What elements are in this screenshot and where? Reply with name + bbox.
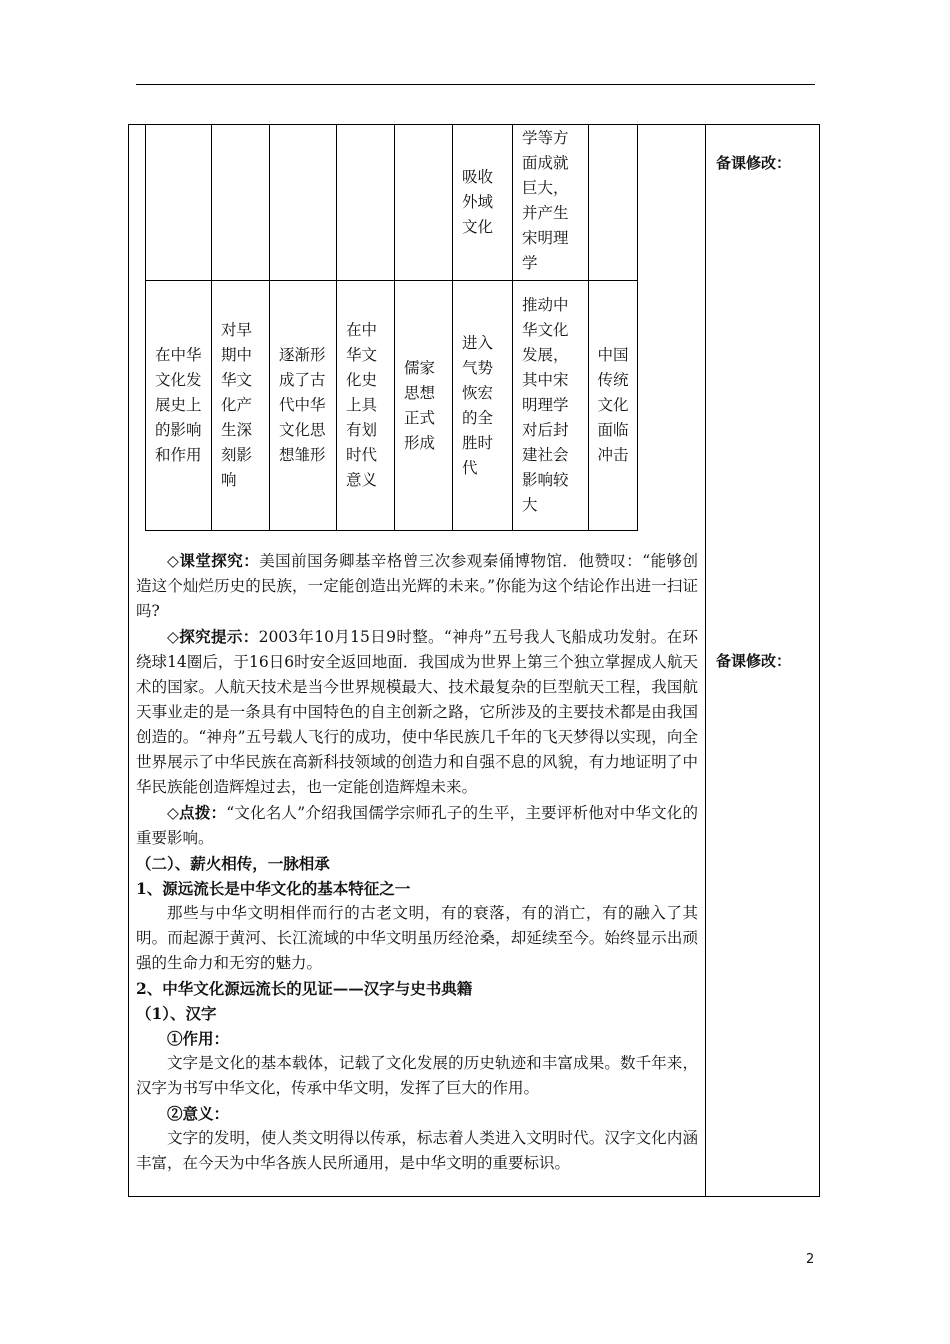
table-cell xyxy=(270,124,337,281)
header-rule xyxy=(136,84,815,85)
point-heading: 2、中华文化源远流长的见证——汉字与史书典籍 xyxy=(136,979,473,998)
table-cell: 逐渐形成了古代中华文化思想雏形 xyxy=(270,281,337,531)
tip-label: ◇点拨： xyxy=(167,803,227,822)
side-column-divider xyxy=(705,124,706,1197)
table-cell: 进入气势恢宏的全胜时代 xyxy=(453,281,513,531)
table-cell: 儒家思想正式形成 xyxy=(395,281,453,531)
body-paragraph: 文字的发明，使人类文明得以传承，标志着人类进入文明时代。汉字文化内涵丰富，在今天为中华各族人民所通用，是中华文明的重要标识。 xyxy=(136,1129,698,1172)
table-cell: 对早期中华文化产生深刻影响 xyxy=(212,281,270,531)
table-row xyxy=(146,124,638,281)
table-row xyxy=(146,281,638,531)
page-number: 2 xyxy=(806,1252,815,1267)
table-cell: 学等方面成就巨大，并产生宋明理学 xyxy=(513,124,589,281)
table-cell xyxy=(589,124,638,281)
point-heading: 1、源远流长是中华文化的基本特征之一 xyxy=(136,879,411,898)
culture-history-table xyxy=(145,124,638,531)
meaning-label: ②意义： xyxy=(167,1104,230,1123)
table-cell xyxy=(212,124,270,281)
side-note-label: 备课修改： xyxy=(716,652,792,670)
table-cell xyxy=(395,124,453,281)
table-cell: 推动中华文化发展，其中宋明理学对后封建社会影响较大 xyxy=(513,281,589,531)
tip-text: “文化名人”介绍我国儒学宗师孔子的生平，主要评析他对中华文化的重要影响。 xyxy=(136,804,699,847)
table-cell xyxy=(146,124,212,281)
table-cell: 中国传统文化面临冲击 xyxy=(589,281,638,531)
hint-paragraph xyxy=(136,624,698,800)
table-cell xyxy=(337,124,395,281)
hint-text: 2003年10月15日9时整。“神舟”五号我人飞船成功发射。在环绕球14圈后，于16日6时安全返回地面．我国成为世界上第三个独立掌握成人航天术的国家。人航天技术是当今世界规模最大、技术最复杂的巨型航天工程，我国航天事业走的是一条具有中国特色的自主创新之路，它所涉及的主要技术都是由我国创造的。“神舟”五号载人飞行的成功，使中华民族几千年的飞天梦得以实现，向全世界展示了中华民族在高新科技领域的创造力和自强不息的风貌，有力地证明了中华民族能创造辉煌过去，也一定能创造辉煌未来。 xyxy=(136,628,699,796)
table-row-header: 在中华文化发展史上的影响和作用 xyxy=(146,281,212,531)
table-cell: 吸收外域文化 xyxy=(453,124,513,281)
table-cell: 在中华文化史上具有划时代意义 xyxy=(337,281,395,531)
subsection-heading: （1）、汉字 xyxy=(136,1004,217,1023)
explore-paragraph xyxy=(136,548,698,624)
hint-label: ◇探究提示： xyxy=(167,627,259,646)
body-paragraph: 那些与中华文明相伴而行的古老文明，有的衰落，有的消亡，有的融入了其明。而起源于黄河、长江流域的中华文明虽历经沧桑，却延续至今。始终显示出顽强的生命力和无穷的魅力。 xyxy=(136,904,698,972)
tip-paragraph xyxy=(136,800,698,851)
section-heading: （二）、薪火相传，一脉相承 xyxy=(136,854,330,873)
role-label: ①作用： xyxy=(167,1029,230,1048)
body-paragraph: 文字是文化的基本载体，记载了文化发展的历史轨迹和丰富成果。数千年来，汉字为书写中华文化，传承中华文明，发挥了巨大的作用。 xyxy=(136,1054,698,1097)
explore-text: 美国前国务卿基辛格曾三次参观秦俑博物馆．他赞叹：“能够创造这个灿烂历史的民族，一定能创造出光辉的未来。”你能为这个结论作出进一扫证吗? xyxy=(136,552,699,620)
lesson-content xyxy=(136,548,698,1176)
side-note-label: 备课修改： xyxy=(716,154,792,172)
explore-label: ◇课堂探究： xyxy=(167,551,260,570)
